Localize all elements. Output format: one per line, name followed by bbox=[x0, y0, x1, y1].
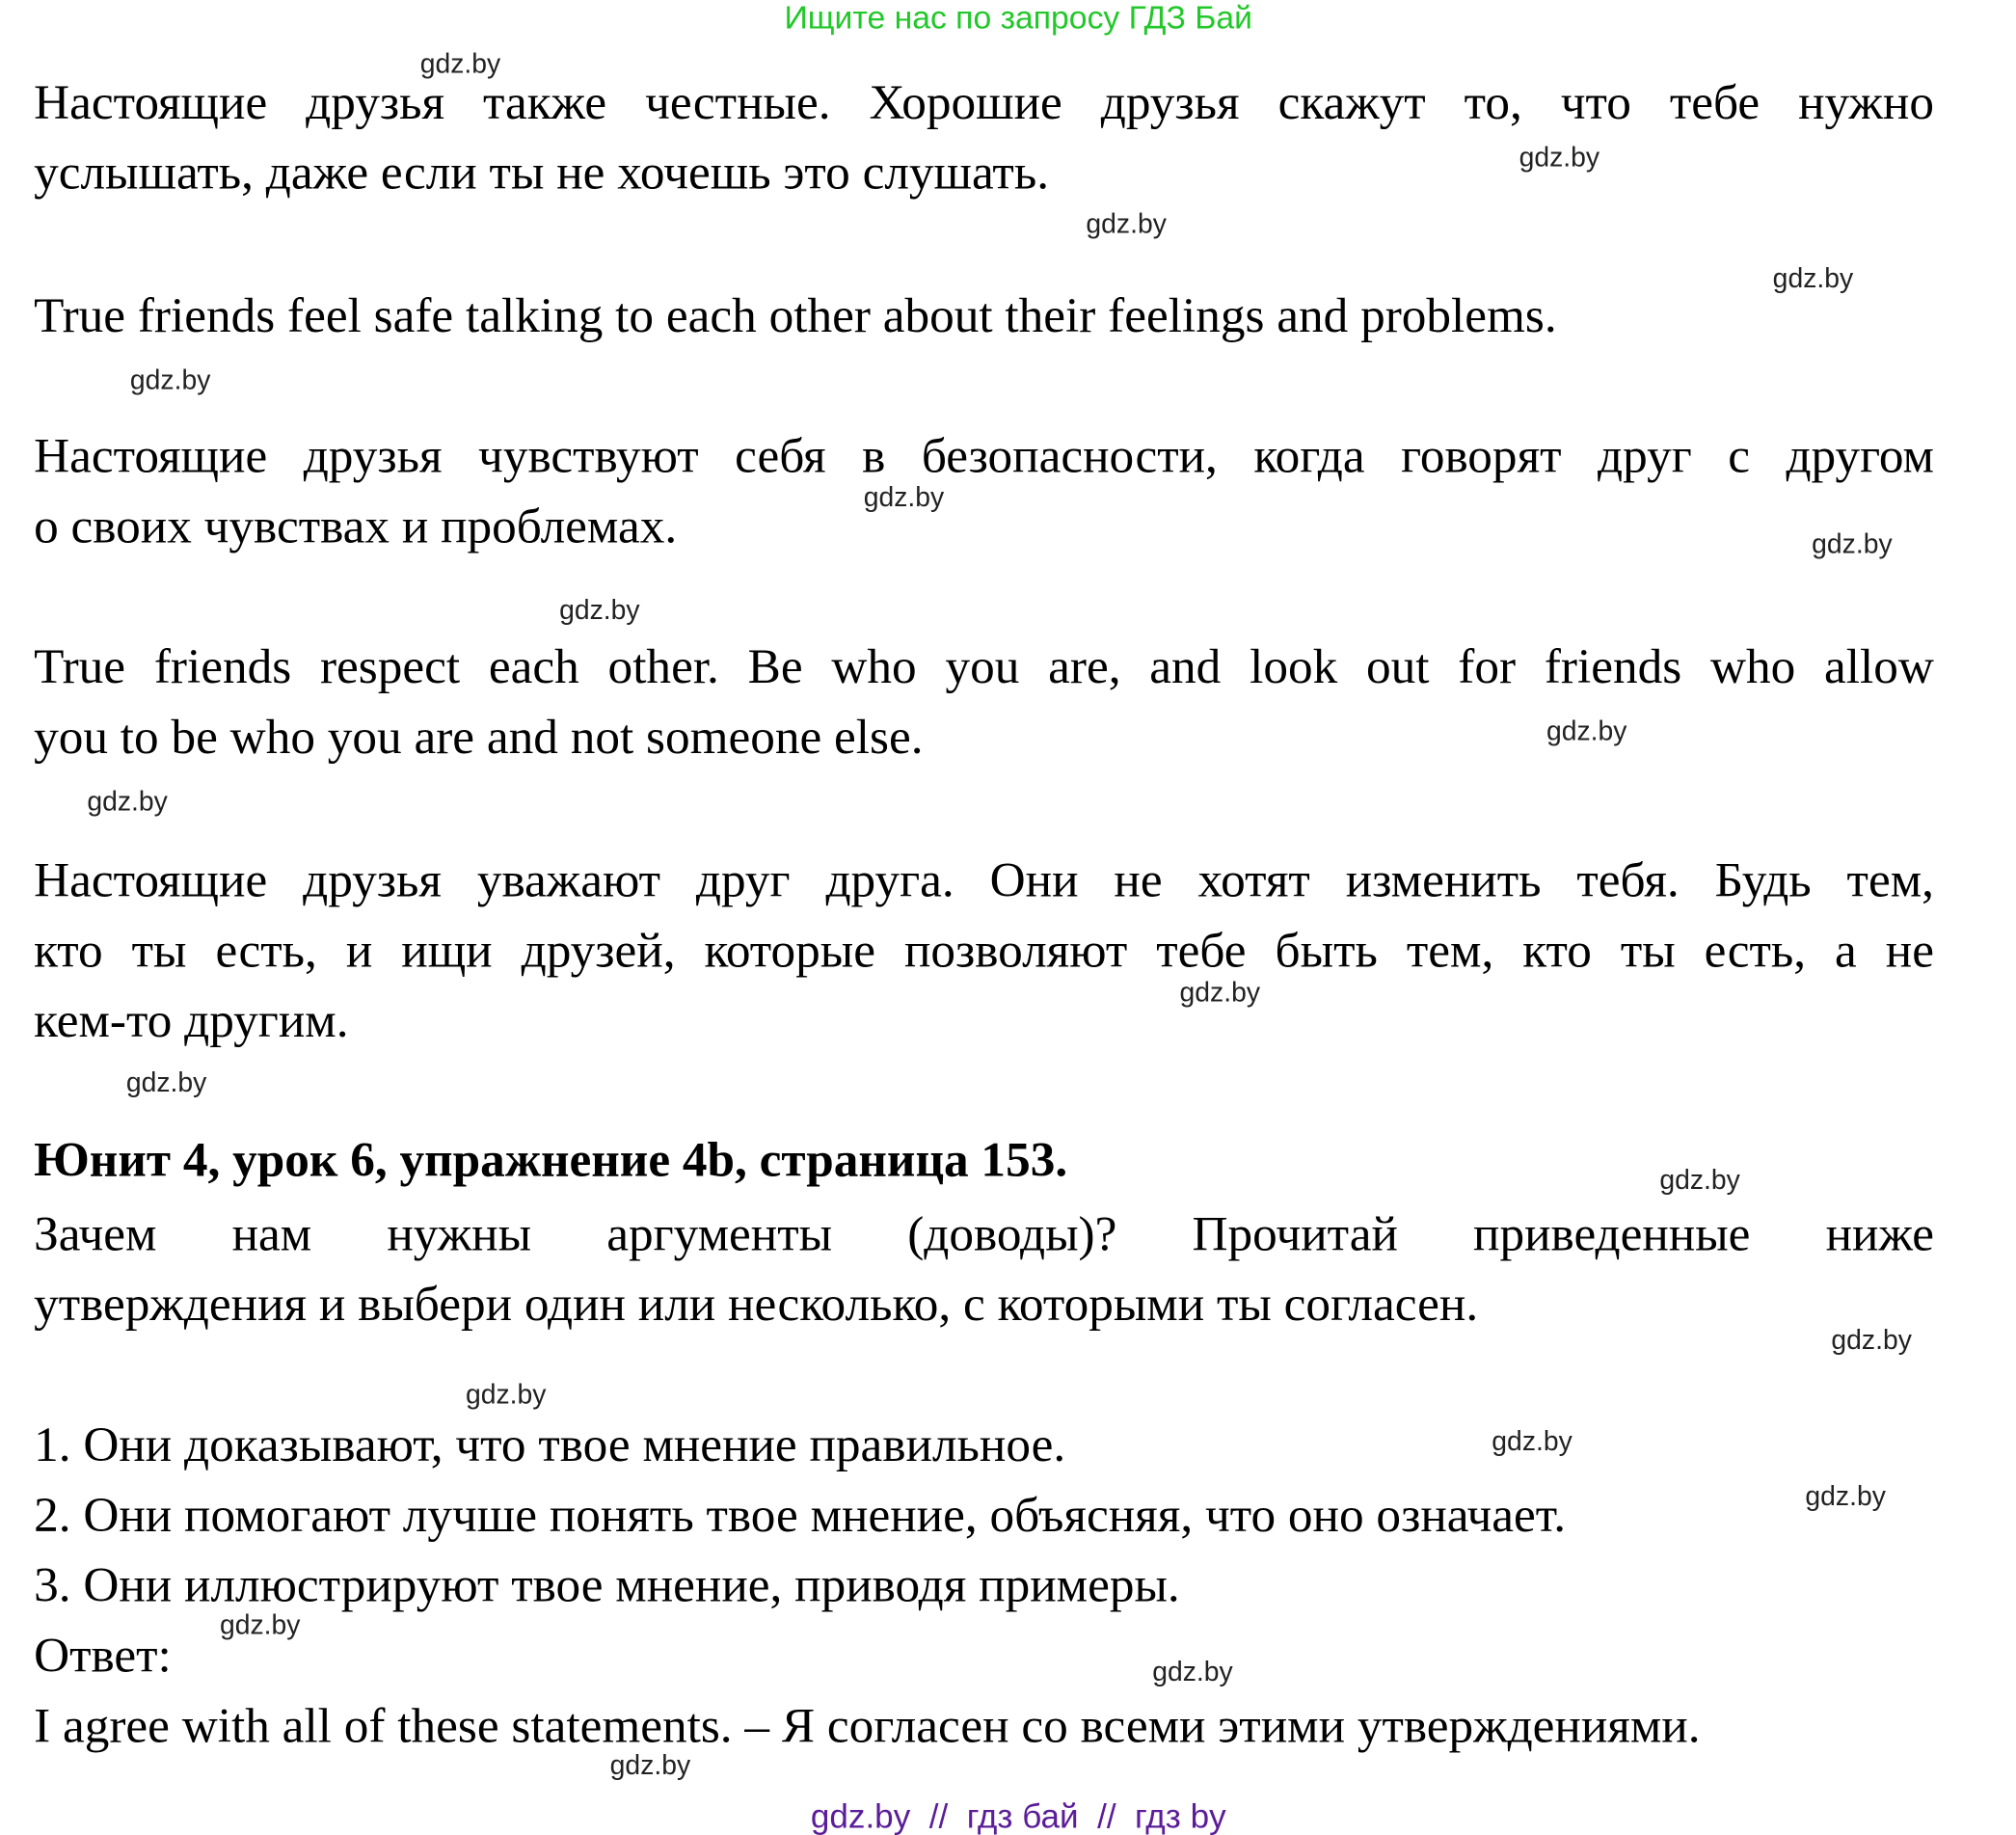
watermark: gdz.by bbox=[559, 595, 640, 626]
watermark: gdz.by bbox=[125, 1067, 207, 1098]
watermark: gdz.by bbox=[1519, 143, 1600, 174]
watermark: gdz.by bbox=[1805, 1481, 1886, 1512]
watermark: gdz.by bbox=[1812, 529, 1893, 560]
watermark: gdz.by bbox=[219, 1610, 301, 1641]
paragraph-line: кто ты есть, и ищи друзей, которые позволяют тебе быть тем, кто ты есть, а не bbox=[34, 923, 1934, 979]
watermark: gdz.by bbox=[419, 49, 501, 80]
paragraph-line: you to be who you are and not someone else. bbox=[34, 710, 924, 766]
exercise-item: 1. Они доказывают, что твое мнение правильное. bbox=[34, 1417, 1066, 1473]
watermark: gdz.by bbox=[1152, 1657, 1233, 1687]
watermark: gdz.by bbox=[863, 482, 945, 513]
paragraph-line: услышать, даже если ты не хочешь это слушать. bbox=[34, 146, 1050, 201]
exercise-question-line: Зачем нам нужны аргументы (доводы)? Прочитай приведенные ниже bbox=[34, 1206, 1934, 1262]
site-banner: Ищите нас по запросу ГДЗ Бай bbox=[784, 0, 1252, 37]
watermark: gdz.by bbox=[1772, 263, 1854, 294]
paragraph-line: Настоящие друзья также честные. Хорошие друзья скажут то, что тебе нужно bbox=[34, 75, 1934, 130]
exercise-item: 2. Они помогают лучше понять твое мнение, объясняя, что оно означает. bbox=[34, 1488, 1567, 1543]
paragraph-line: Настоящие друзья чувствуют себя в безопасности, когда говорят друг с другом bbox=[34, 429, 1934, 484]
paragraph-line: о своих чувствах и проблемах. bbox=[34, 499, 678, 554]
watermark: gdz.by bbox=[1492, 1426, 1572, 1457]
answer-text: I agree with all of these statements. – Я согласен со всеми этими утверждениями. bbox=[34, 1698, 1701, 1754]
answer-label: Ответ: bbox=[34, 1628, 172, 1684]
watermark: gdz.by bbox=[1179, 978, 1261, 1009]
watermark: gdz.by bbox=[1546, 716, 1627, 747]
watermark: gdz.by bbox=[129, 365, 211, 396]
footer-links: gdz.by // гдз бай // гдз by bbox=[810, 1795, 1226, 1835]
paragraph-line: Настоящие друзья уважают друг друга. Они не хотят изменить тебя. Будь тем, bbox=[34, 852, 1934, 908]
paragraph-line: кем-то другим. bbox=[34, 993, 349, 1049]
exercise-question-line: утверждения и выбери один или несколько, с которыми ты согласен. bbox=[34, 1277, 1479, 1333]
exercise-item: 3. Они иллюстрируют твое мнение, приводя примеры. bbox=[34, 1558, 1180, 1613]
exercise-heading: Юнит 4, урок 6, упражнение 4b, страница 153. bbox=[34, 1132, 1068, 1188]
watermark: gdz.by bbox=[1831, 1325, 1912, 1356]
watermark: gdz.by bbox=[609, 1750, 691, 1781]
watermark: gdz.by bbox=[1086, 209, 1167, 240]
watermark: gdz.by bbox=[465, 1380, 547, 1411]
watermark: gdz.by bbox=[87, 787, 168, 818]
watermark: gdz.by bbox=[1659, 1165, 1740, 1196]
paragraph-line: True friends respect each other. Be who you are, and look out for friends who allow bbox=[34, 639, 1934, 695]
paragraph-line: True friends feel safe talking to each other about their feelings and problems. bbox=[34, 288, 1557, 344]
